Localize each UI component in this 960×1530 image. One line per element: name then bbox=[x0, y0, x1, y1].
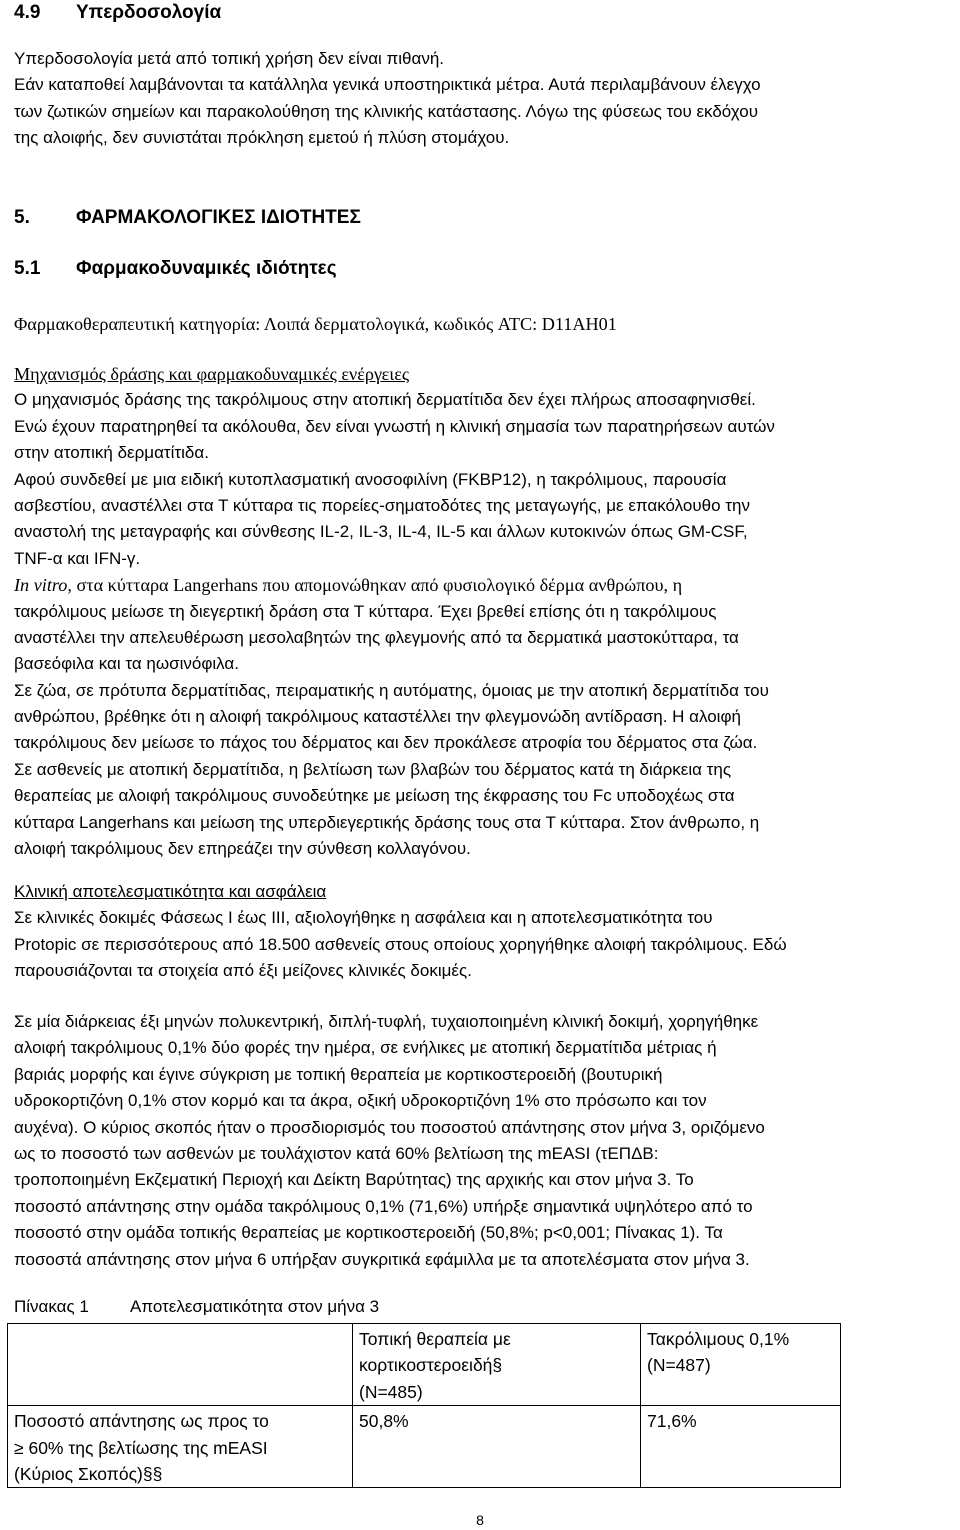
table-caption-title: Αποτελεσματικότητα στον μήνα 3 bbox=[130, 1297, 380, 1316]
table-row-label-cell bbox=[8, 1406, 353, 1488]
text-line: αυχένα). Ο κύριος σκοπός ήταν ο προσδιορισμός του ποσοστού απάντησης στον μήνα 3, οριζόμενο bbox=[14, 1117, 765, 1137]
text-line: Σε ασθενείς με ατοπική δερματίτιδα, η βελτίωση των βλαβών του δέρματος κατά τη διάρκεια της bbox=[14, 759, 732, 779]
header-line: κορτικοστεροειδή§ bbox=[359, 1355, 503, 1376]
text-line: Αφού συνδεθεί με μια ειδική κυτοπλασματική ανοσοφιλίνη (FKBP12), η τακρόλιμους, παρουσία bbox=[14, 469, 727, 489]
header-line: (N=487) bbox=[647, 1355, 711, 1376]
table-header-cell bbox=[353, 1324, 641, 1406]
section-title: ΦΑΡΜΑΚΟΛΟΓΙΚΕΣ ΙΔΙΟΤΗΤΕΣ bbox=[76, 207, 361, 228]
section-title: Φαρμακοδυναμικές ιδιότητες bbox=[76, 258, 337, 279]
text-line: Φαρμακοθεραπευτική κατηγορία: Λοιπά δερματολογικά, κωδικός ATC: D11AH01 bbox=[14, 314, 617, 334]
text-line: τροποποιημένη Εκζεματική Περιοχή και Δείκτη Βαρύτητας) της αρχικής και στον μήνα 3. Το bbox=[14, 1170, 694, 1190]
section-title: Υπερδοσολογία bbox=[76, 2, 222, 23]
text-fragment: στα κύτταρα Langerhans που απομονώθηκαν από φυσιολογικό δέρμα ανθρώπου, η bbox=[71, 575, 683, 596]
text-line: στην ατοπική δερματίτιδα. bbox=[14, 443, 209, 463]
section-4-9-heading bbox=[14, 2, 954, 24]
text-line: Ο μηχανισμός δράσης της τακρόλιμους στην ατοπική δερματίτιδα δεν έχει πλήρως αποσαφηνισθεί. bbox=[14, 390, 756, 410]
overdose-paragraph bbox=[14, 46, 954, 152]
table-cell-corticosteroid: 50,8% bbox=[353, 1406, 641, 1488]
text-line: παρουσιάζονται τα στοιχεία από έξι μείζονες κλινικές δοκιμές. bbox=[14, 961, 472, 981]
text-line: Protopic σε περισσότερους από 18.500 ασθενείς στους οποίους χορηγήθηκε αλοιφή τακρόλιμους. Εδώ bbox=[14, 934, 787, 954]
mechanism-heading: Μηχανισμός δράσης και φαρμακοδυναμικές ενέργειες bbox=[14, 364, 410, 384]
section-number: 4.9 bbox=[14, 2, 41, 23]
table-caption bbox=[14, 1294, 954, 1320]
text-line: τακρόλιμους μείωσε τη διεγερτική δράση στα Τ κύτταρα. Έχει βρεθεί επίσης ότι η τακρόλιμους bbox=[14, 601, 717, 621]
text-line: αλοιφή τακρόλιμους δεν επηρεάζει την σύνθεση κολλαγόνου. bbox=[14, 839, 471, 859]
text-line: Εάν καταποθεί λαμβάνονται τα κατάλληλα γενικά υποστηρικτικά μέτρα. Αυτά περιλαμβάνουν έλεγχο bbox=[14, 75, 761, 95]
table-header-cell bbox=[641, 1324, 841, 1406]
in-vitro-label: In vitro, bbox=[14, 575, 72, 596]
text-line: υδροκορτιζόνη 0,1% στον κορμό και τα άκρα, οξική υδροκορτιζόνη 1% στο πρόσωπο και τον bbox=[14, 1091, 707, 1111]
section-5-heading bbox=[14, 207, 954, 229]
text-line: αναστέλλει την απελευθέρωση μεσολαβητών της φλεγμονής από τα δερματικά μαστοκύτταρα, τα bbox=[14, 627, 739, 647]
section-5-1-heading bbox=[14, 258, 954, 280]
row-label-line: Ποσοστό απάντησης ως προς το bbox=[14, 1411, 269, 1432]
efficacy-heading: Κλινική αποτελεσματικότητα και ασφάλεια bbox=[14, 882, 327, 901]
text-line: τακρόλιμους δεν μείωσε το πάχος του δέρματος και δεν προκάλεσε ατροφία του δέρματος στα ζώα. bbox=[14, 733, 758, 753]
text-line: ποσοστό απάντησης στην ομάδα τακρόλιμους 0,1% (71,6%) υπήρξε σημαντικά υψηλότερο από το bbox=[14, 1196, 753, 1216]
text-line: της αλοιφής, δεν συνιστάται πρόκληση εμετού ή πλύση στομάχου. bbox=[14, 128, 510, 148]
text-line: Σε ζώα, σε πρότυπα δερματίτιδας, πειραματικής η αυτόματης, όμοιας με την ατοπική δερματίτιδα του bbox=[14, 680, 769, 700]
text-line: ασβεστίου, αναστέλλει στα Τ κύτταρα τις πορείες-σηματοδότες της μεταγωγής, με επακόλουθο την bbox=[14, 495, 750, 515]
text-line: βαριάς μορφής και έγινε σύγκριση με τοπική θεραπεία με κορτικοστεροειδή (βουτυρική bbox=[14, 1064, 663, 1084]
text-line: Σε κλινικές δοκιμές Φάσεως Ι έως ΙΙΙ, αξιολογήθηκε η ασφάλεια και η αποτελεσματικότητα του bbox=[14, 908, 713, 928]
mechanism-section bbox=[14, 361, 954, 862]
table-caption-label: Πίνακας 1 bbox=[14, 1297, 89, 1316]
table-header-row bbox=[8, 1324, 841, 1406]
text-line: Σε μία διάρκειας έξι μηνών πολυκεντρική, διπλή-τυφλή, τυχαιοποιημένη κλινική δοκιμή, χορηγήθηκε bbox=[14, 1012, 759, 1031]
efficacy-table bbox=[7, 1323, 841, 1488]
header-line: (N=485) bbox=[359, 1381, 423, 1402]
text-line: TNF-α και IFN-γ. bbox=[14, 548, 141, 568]
section-number: 5. bbox=[14, 207, 30, 228]
page-number: 8 bbox=[476, 1512, 484, 1528]
text-line: ποσοστά απάντησης στον μήνα 6 υπήρξαν συγκριτικά εφάμιλλα με τα αποτελέσματα στον μήνα 3. bbox=[14, 1249, 750, 1269]
table-cell-tacrolimus: 71,6% bbox=[641, 1406, 841, 1488]
table-row bbox=[8, 1406, 841, 1488]
text-line: βασεόφιλα και τα ηωσινόφιλα. bbox=[14, 654, 239, 674]
text-line: ποσοστό στην ομάδα τοπικής θεραπείας με κορτικοστεροειδή (50,8%; p<0,001; Πίνακας 1). Τα bbox=[14, 1223, 723, 1243]
section-number: 5.1 bbox=[14, 258, 41, 279]
text-line: θεραπείας με αλοιφή τακρόλιμους συνοδεύτηκε με μείωση της έκφρασης του Fc υποδοχέως στα bbox=[14, 786, 735, 806]
efficacy-section bbox=[14, 879, 954, 985]
text-line: κύτταρα Langerhans και μείωση της υπερδιεγερτικής δράσης τους στα Τ κύτταρα. Στον άνθρωπο, η bbox=[14, 812, 760, 832]
header-line: Τακρόλιμους 0,1% bbox=[647, 1329, 790, 1349]
text-line: Υπερδοσολογία μετά από τοπική χρήση δεν είναι πιθανή. bbox=[14, 49, 445, 68]
text-line: αναστολή της μεταγραφής και σύνθεσης IL-2, IL-3, IL-4, IL-5 και άλλων κυτοκινών όπως GM-CSF, bbox=[14, 522, 748, 542]
atc-line bbox=[14, 311, 954, 337]
text-line: ως το ποσοστό των ασθενών με τουλάχιστον κατά 60% βελτίωση της mEASI (τΕΠΔΒ: bbox=[14, 1143, 659, 1163]
trial-paragraph bbox=[14, 1009, 954, 1273]
row-label-line: ≥ 60% της βελτίωσης της mEASI bbox=[14, 1437, 268, 1458]
text-line: αλοιφή τακρόλιμους 0,1% δύο φορές την ημέρα, σε ενήλικες με ατοπική δερματίτιδα μέτριας ή bbox=[14, 1038, 717, 1058]
table-header-cell-empty bbox=[8, 1324, 353, 1406]
header-line: Τοπική θεραπεία με bbox=[359, 1329, 511, 1349]
text-line bbox=[14, 572, 954, 598]
text-line: των ζωτικών σημείων και παρακολούθηση της κλινικής κατάστασης. Λόγω της φύσεως του εκδόχου bbox=[14, 101, 759, 121]
text-line: ανθρώπου, βρέθηκε ότι η αλοιφή τακρόλιμους καταστέλλει την φλεγμονώδη αντίδραση. Η αλοιφή bbox=[14, 707, 741, 727]
text-line: Ενώ έχουν παρατηρηθεί τα ακόλουθα, δεν είναι γνωστή η κλινική σημασία των παρατηρήσεων αυτών bbox=[14, 416, 775, 436]
row-label-line: (Κύριος Σκοπός)§§ bbox=[14, 1464, 163, 1485]
